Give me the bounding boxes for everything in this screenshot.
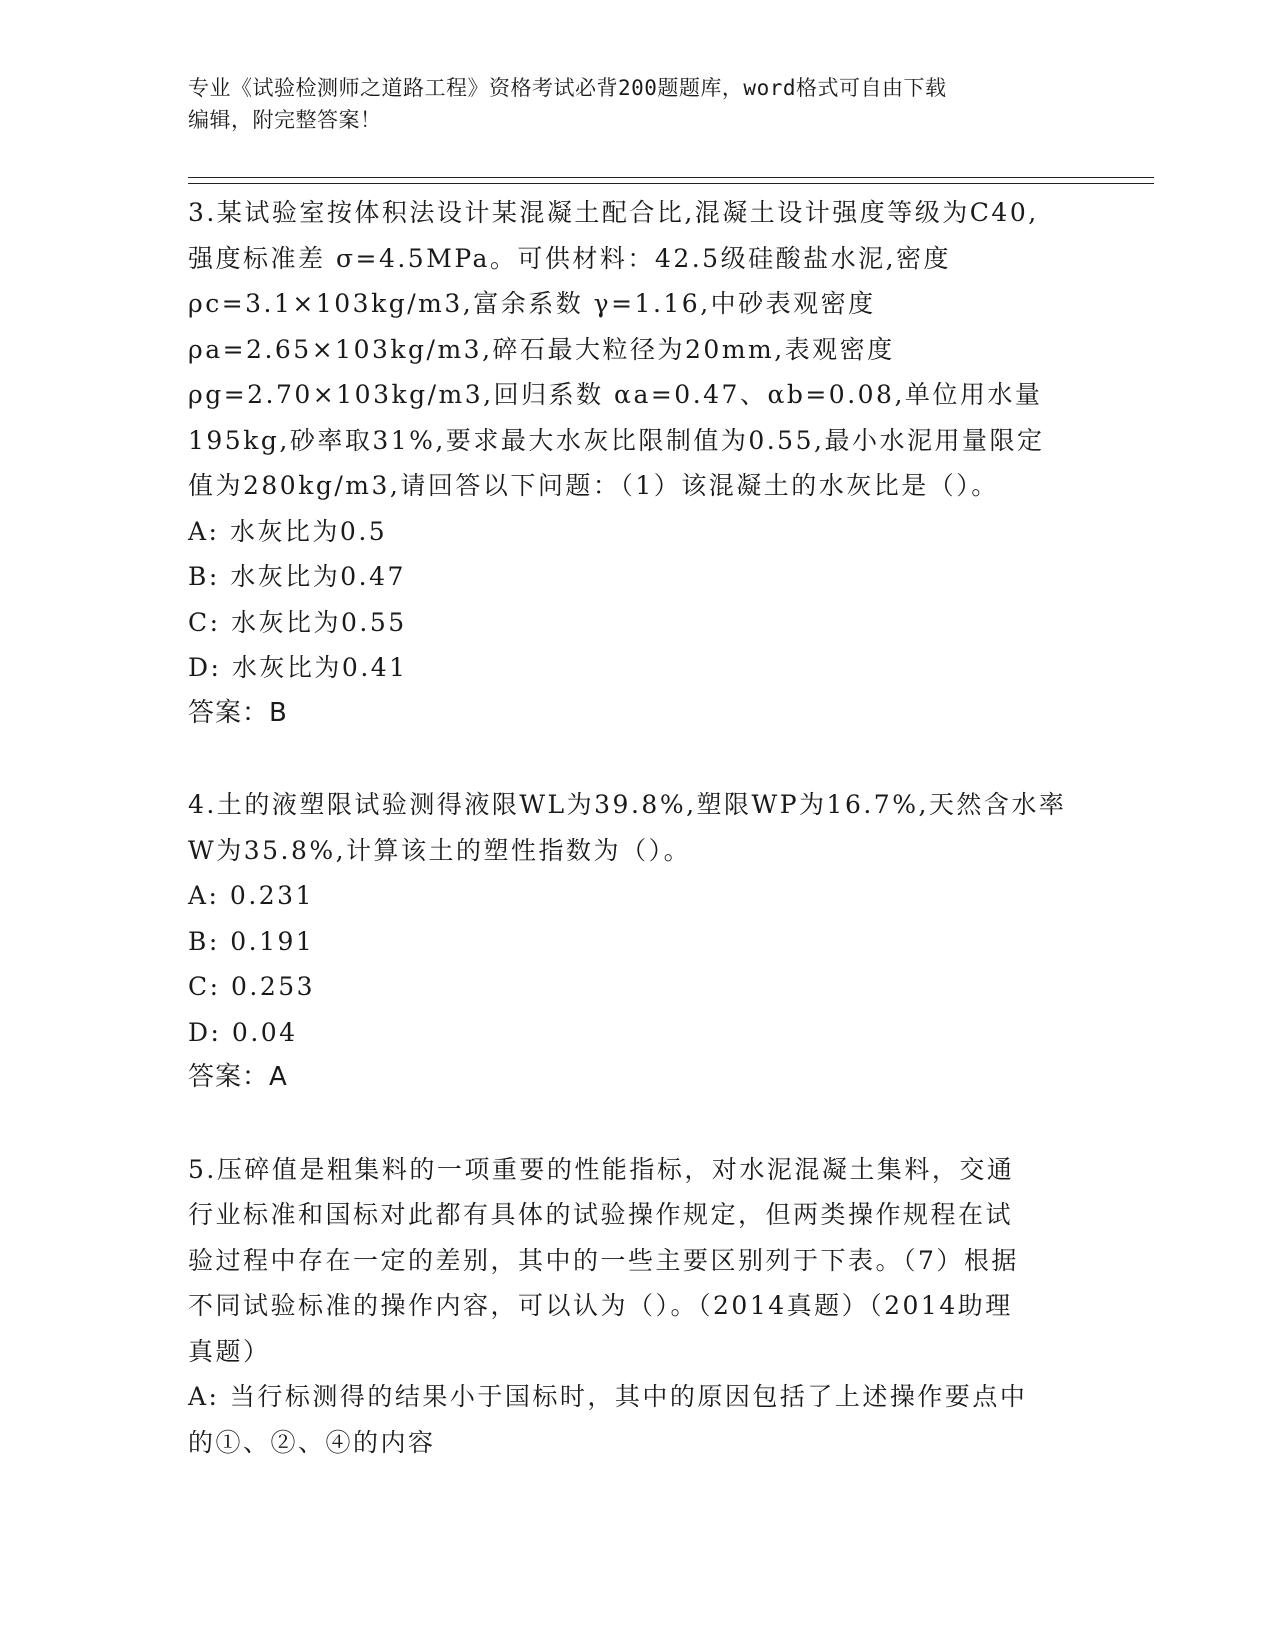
question-stem-line: 值为280kg/m3,请回答以下问题：（1）该混凝土的水灰比是（）。 [188, 471, 999, 500]
option-a: A: 0.231 [188, 881, 314, 910]
question-stem-line: W为35.8%,计算该土的塑性指数为（）。 [188, 835, 692, 865]
question-stem-line: 195kg,砂率取31%,要求最大水灰比限制值为0.55,最小水泥用量限定 [188, 425, 1045, 455]
option-a-continued: 的①、②、④的内容 [188, 1427, 436, 1457]
option-c: C: 0.253 [188, 972, 316, 1001]
question-spacer [188, 1101, 1108, 1147]
question-stem-line: ρc=3.1×103kg/m3,富余系数 γ=1.16,中砂表观密度 [188, 289, 876, 318]
question-4 [188, 782, 1108, 1101]
header-line-2: 编辑，附完整答案！ [188, 108, 382, 132]
question-stem-line: ρg=2.70×103kg/m3,回归系数 αa=0.47、αb=0.08,单位用水量 [188, 380, 1043, 409]
answer-key: 答案：A [188, 1062, 288, 1092]
option-a: A: 水灰比为0.5 [188, 516, 388, 546]
option-c: C: 水灰比为0.55 [188, 607, 407, 637]
question-stem-line: 行业标准和国标对此都有具体的试验操作规定，但两类操作规程在试 [188, 1200, 1014, 1229]
question-stem-line: 真题） [188, 1336, 271, 1366]
document-header [188, 72, 1078, 136]
question-stem-line: 5.压碎值是粗集料的一项重要的性能指标，对水泥混凝土集料，交通 [188, 1154, 1015, 1184]
option-b: B: 水灰比为0.47 [188, 562, 406, 591]
question-stem-line: 不同试验标准的操作内容，可以认为（）。（2014真题）（2014助理 [188, 1291, 1013, 1320]
question-stem-line: 验过程中存在一定的差别，其中的一些主要区别列于下表。（7）根据 [188, 1245, 1019, 1275]
header-divider-bottom [188, 183, 1154, 184]
question-list [188, 190, 1108, 1465]
question-3 [188, 190, 1108, 736]
question-stem-line: ρa=2.65×103kg/m3,碎石最大粒径为20mm,表观密度 [188, 334, 895, 364]
option-d: D: 水灰比为0.41 [188, 653, 408, 682]
header-line-1: 专业《试验检测师之道路工程》资格考试必背200题题库，word格式可自由下载 [188, 76, 947, 100]
question-5 [188, 1147, 1108, 1466]
answer-key: 答案：B [188, 697, 288, 728]
question-stem-line: 4.土的液塑限试验测得液限WL为39.8%,塑限WP为16.7%,天然含水率 [188, 790, 1067, 819]
question-spacer [188, 736, 1108, 782]
question-stem-line: 强度标准差 σ=4.5MPa。可供材料：42.5级硅酸盐水泥,密度 [188, 243, 952, 273]
header-divider-top [188, 177, 1154, 178]
option-b: B: 0.191 [188, 926, 315, 956]
question-stem-line: 3.某试验室按体积法设计某混凝土配合比,混凝土设计强度等级为C40, [188, 198, 1039, 227]
option-d: D: 0.04 [188, 1017, 298, 1047]
option-a: A: 当行标测得的结果小于国标时，其中的原因包括了上述操作要点中 [188, 1382, 1028, 1411]
